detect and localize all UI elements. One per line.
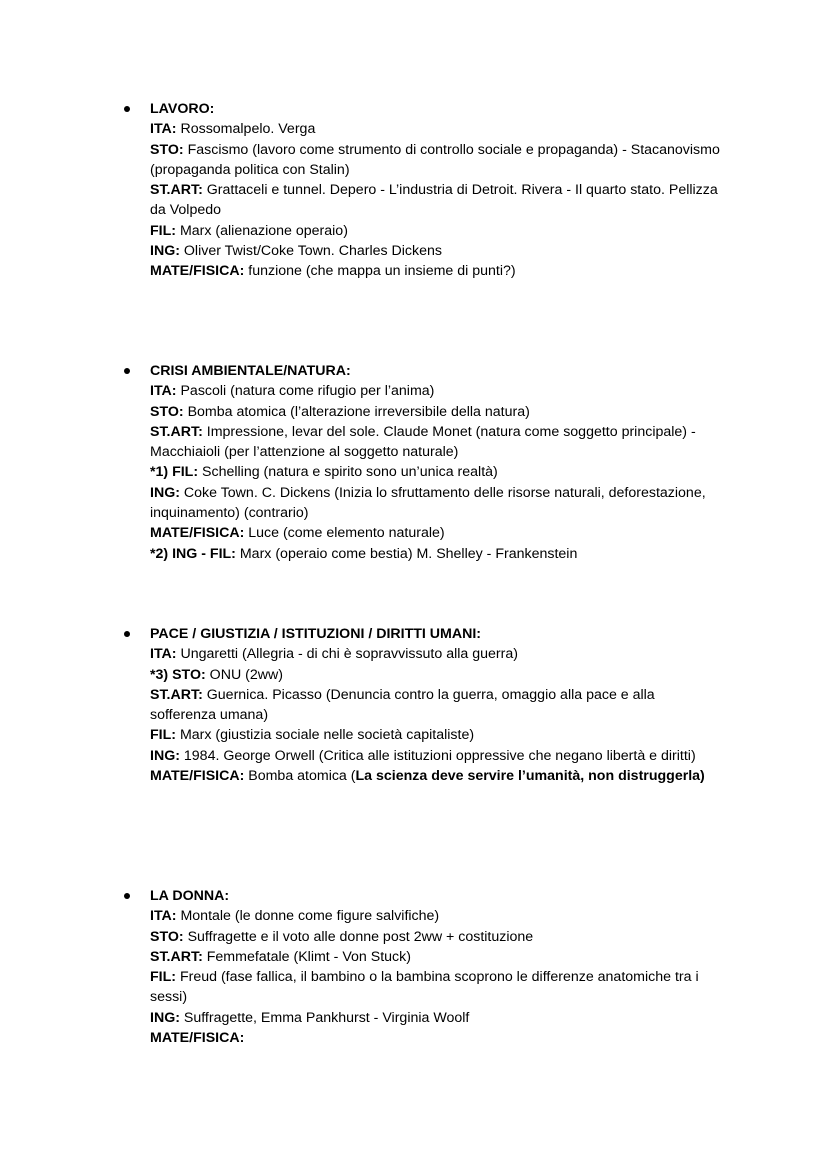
subject-line: ITA: Montale (le donne come figure salvifiche)	[150, 908, 440, 925]
section-heading: LAVORO:	[150, 101, 215, 117]
section-crisi-ambientale	[124, 361, 724, 564]
subject-line: ITA: Pascoli (natura come rifugio per l’anima)	[150, 383, 435, 400]
subject-line: MATE/FISICA: funzione (che mappa un insieme di punti?)	[150, 263, 516, 280]
subject-line: FIL: Freud (fase fallica, il bambino o la bambina scoprono le differenze anatomiche tra i sessi)	[150, 969, 699, 1006]
section-heading: LA DONNA:	[150, 888, 230, 904]
subject-line: ST.ART: Femmefatale (Klimt - Von Stuck)	[150, 948, 411, 965]
subject-line: ING: 1984. George Orwell (Critica alle istituzioni oppressive che negano libertà e diritti)	[150, 747, 696, 764]
subject-line: ING: Suffragette, Emma Pankhurst - Virginia Woolf	[150, 1009, 470, 1026]
subject-line: MATE/FISICA: Luce (come elemento naturale)	[150, 525, 445, 542]
section-heading: PACE / GIUSTIZIA / ISTITUZIONI / DIRITTI UMANI:	[150, 626, 482, 642]
subject-line: MATE/FISICA:	[150, 1030, 245, 1047]
subject-line: ST.ART: Guernica. Picasso (Denuncia contro la guerra, omaggio alla pace e alla sofferenza umana)	[150, 686, 655, 724]
subject-line: FIL: Marx (giustizia sociale nelle società capitaliste)	[150, 727, 475, 744]
section-la-donna	[124, 886, 724, 1048]
subject-line: STO: Bomba atomica (l’alterazione irreversibile della natura)	[150, 403, 530, 420]
subject-line: FIL: Marx (alienazione operaio)	[150, 222, 348, 239]
subject-line: ING: Oliver Twist/Coke Town. Charles Dickens	[150, 243, 442, 260]
subject-line: *3) STO: ONU (2ww)	[150, 666, 283, 683]
section-lavoro	[124, 99, 724, 282]
subject-line: STO: Suffragette e il voto alle donne post 2ww + costituzione	[150, 928, 534, 945]
subject-line: ST.ART: Grattaceli e tunnel. Depero - L’industria di Detroit. Rivera - Il quarto stato. Pellizza da Volpedo	[150, 182, 718, 219]
bullet-icon	[124, 368, 130, 374]
subject-line: *2) ING - FIL: Marx (operaio come bestia) M. Shelley - Frankenstein	[150, 545, 578, 562]
bullet-icon	[124, 893, 130, 899]
subject-line: STO: Fascismo (lavoro come strumento di controllo sociale e propaganda) - Stacanovismo (propaganda politica con Stalin)	[150, 141, 720, 178]
section-heading: CRISI AMBIENTALE/NATURA:	[150, 363, 351, 379]
subject-line: ING: Coke Town. C. Dickens (Inizia lo sfruttamento delle risorse naturali, deforestazione, inquinamento) (contrario)	[150, 484, 706, 522]
subject-line: ITA: Rossomalpelo. Verga	[150, 121, 316, 138]
bullet-icon	[124, 106, 130, 112]
subject-line: ST.ART: Impressione, levar del sole. Claude Monet (natura come soggetto principale) - Macchiaioli (per l’attenzione al soggetto naturale)	[150, 423, 696, 461]
subject-line: MATE/FISICA: Bomba atomica (La scienza deve servire l’umanità, non distruggerla)	[150, 768, 705, 785]
subject-line: *1) FIL: Schelling (natura e spirito sono un’unica realtà)	[150, 464, 498, 481]
subject-line: ITA: Ungaretti (Allegria - di chi è sopravvissuto alla guerra)	[150, 646, 518, 663]
bullet-icon	[124, 631, 130, 637]
section-pace-giustizia	[124, 624, 724, 786]
